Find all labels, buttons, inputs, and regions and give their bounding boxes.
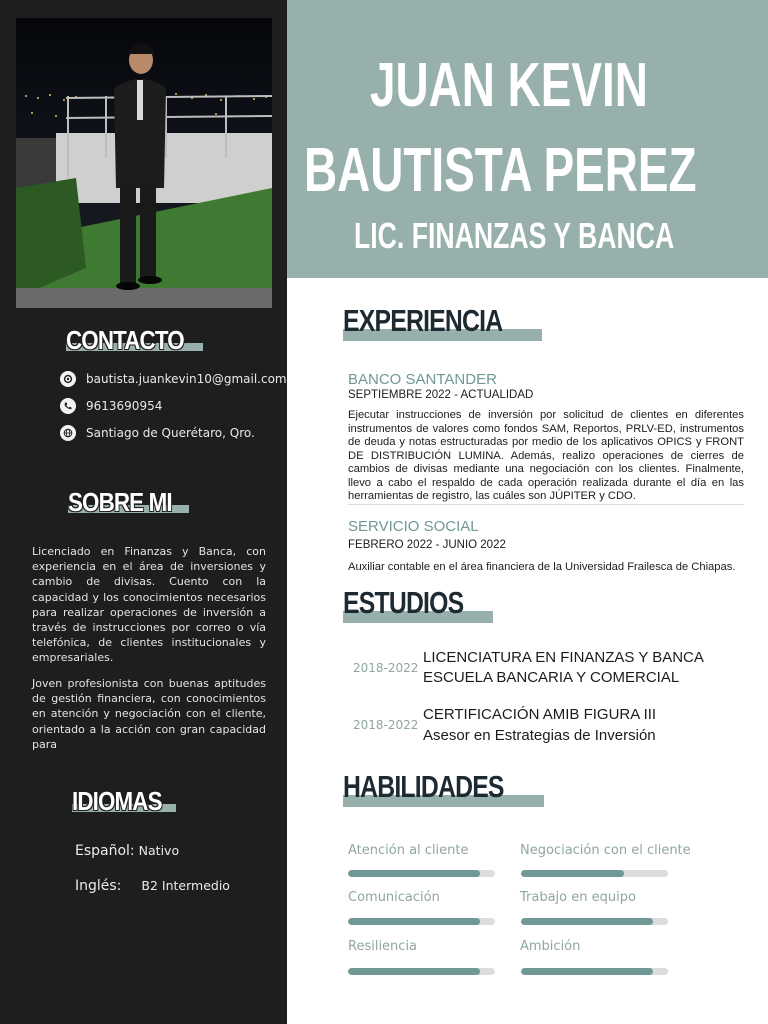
contact-heading: CONTACTO — [66, 325, 203, 356]
phone-icon — [60, 398, 76, 414]
experience-heading: EXPERIENCIA — [343, 303, 542, 339]
skill-label: Trabajo en equipo — [520, 890, 636, 905]
skill-bar-fill — [348, 918, 480, 925]
language-level: Nativo — [138, 843, 180, 858]
about-paragraph-2: Joven profesionista con buenas aptitudes de gestión financiera, con conocimientos en atención y negociación con el cliente, orientado a la acción con gran capacidad para — [32, 677, 266, 751]
job-dates: SEPTIEMBRE 2022 - ACTUALIDAD — [348, 389, 534, 401]
skills-heading: HABILIDADES — [343, 769, 544, 805]
skill-bar-fill — [521, 870, 624, 877]
skill-label: Comunicación — [348, 890, 440, 905]
divider — [348, 504, 744, 505]
languages-heading: IDIOMAS — [72, 786, 176, 817]
education-heading: ESTUDIOS — [343, 585, 493, 621]
skill-bar-fill — [521, 918, 653, 925]
skill-label: Atención al cliente — [348, 843, 469, 858]
education-years: 2018-2022 — [353, 718, 419, 732]
contact-phone-text[interactable]: 9613690954 — [86, 399, 163, 413]
skill-label: Resiliencia — [348, 939, 418, 954]
skill-label: Ambición — [520, 939, 581, 954]
skill-bar — [521, 870, 668, 877]
language-level: B2 Intermedio — [141, 878, 230, 893]
job-dates: FEBRERO 2022 - JUNIO 2022 — [348, 539, 506, 551]
contact-phone[interactable] — [60, 398, 162, 414]
globe-icon — [60, 425, 76, 441]
skill-bar — [521, 968, 668, 975]
name-first: JUAN KEVIN — [370, 51, 648, 120]
skill-bar-fill — [348, 968, 480, 975]
job-company: BANCO SANTANDER — [348, 371, 497, 388]
profession-title: LIC. FINANZAS Y BANCA — [354, 215, 675, 256]
profile-photo — [16, 18, 272, 308]
contact-email[interactable] — [60, 371, 287, 387]
education-institution: Asesor en Estrategias de Inversión — [423, 727, 656, 744]
skill-label: Negociación con el cliente — [520, 843, 691, 858]
email-icon — [60, 371, 76, 387]
skill-bar-fill — [521, 968, 653, 975]
skill-bar-fill — [348, 870, 480, 877]
education-institution: ESCUELA BANCARIA Y COMERCIAL — [423, 669, 680, 686]
about-paragraph-1: Licenciado en Finanzas y Banca, con experiencia en el área de inversiones y cambio de divisas. Cuento con la capacidad y los conocimientos necesarios para realizar operaciones de inversión a través de instrucciones por correo o vía telefónica, de clientes institucionales y empresariales. — [32, 545, 266, 665]
education-title: LICENCIATURA EN FINANZAS Y BANCA — [423, 649, 704, 666]
language-spanish — [75, 843, 179, 859]
education-years: 2018-2022 — [353, 661, 419, 675]
job-description: Ejecutar instrucciones de inversión por solicitud de clientes en diferentes instrumentos de valores como fondos SAM, Reportos, PRLV-ED, instrumentos de deuda y notas estructuradas por medio de los aplicativos OPICS y FRONT DE DISTRIBUCIÓN LUMINA. Además, realizo operaciones de cierres de cambios de divisas mediante una negociación con los clientes. Finalmente, llevo a cabo el respaldo de cada operación realizada durante el día en las herramientas de registro, las cuáles son JÚPITER y CDO. — [348, 409, 744, 502]
language-english — [75, 878, 230, 894]
contact-location-text: Santiago de Querétaro, Qro. — [86, 426, 255, 440]
about-heading: SOBRE MI — [68, 487, 189, 518]
skill-bar — [521, 918, 668, 925]
name-last: BAUTISTA PEREZ — [304, 136, 697, 205]
contact-email-text[interactable]: bautista.juankevin10@gmail.com — [86, 372, 287, 386]
language-name: Inglés: — [75, 878, 122, 894]
education-title: CERTIFICACIÓN AMIB FIGURA III — [423, 706, 657, 723]
contact-location — [60, 425, 255, 441]
job-description: Auxiliar contable en el área financiera de la Universidad Frailesca de Chiapas. — [348, 561, 736, 573]
skill-bar — [348, 968, 495, 975]
skill-bar — [348, 918, 495, 925]
language-name: Español: — [75, 843, 135, 859]
job-company: SERVICIO SOCIAL — [348, 518, 479, 535]
skill-bar — [348, 870, 495, 877]
